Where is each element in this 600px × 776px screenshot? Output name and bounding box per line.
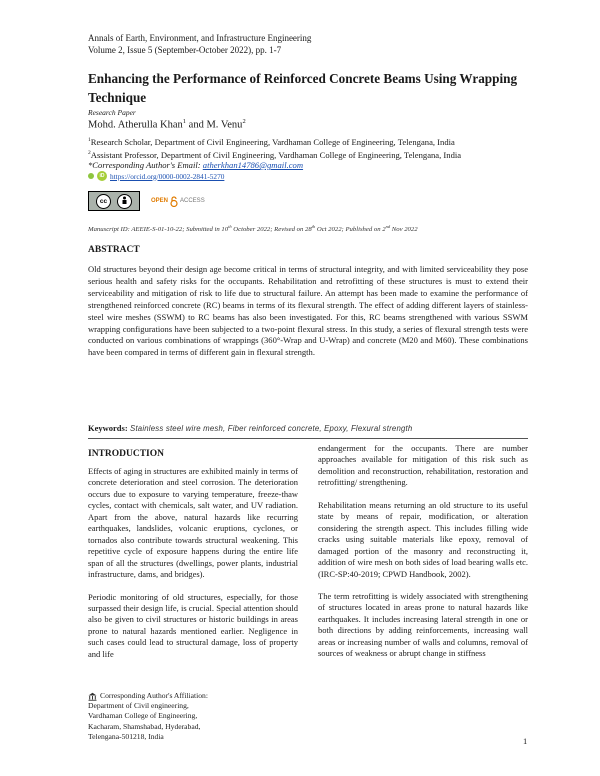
affiliation-footnote bbox=[88, 691, 208, 742]
open-access-badge bbox=[151, 196, 205, 207]
author-sup: 2 bbox=[242, 118, 246, 125]
corresponding-email-line bbox=[88, 160, 303, 170]
paper-title: Enhancing the Performance of Reinforced Concrete Beams Using Wrapping Technique bbox=[88, 71, 518, 105]
affiliation-text: Assistant Professor, Department of Civil Engineering, Vardhaman College of Engineering, Telengana, India bbox=[90, 149, 462, 160]
paper-type: Research Paper bbox=[88, 108, 136, 117]
access-text: ACCESS bbox=[180, 198, 205, 204]
paragraph: Effects of aging in structures are exhibited mainly in terms of concrete deterioration and steel corrosion. The deterioration occurs due to exposure to varying temperature, freeze-thaw cycles, contact with chemicals, salt water, and UV radiation. Apart from the above, natural hazards like recurring earthquakes, landslides, volcanic eruptions, cyclones, or tornados also contribute towards structural weakening. This repetitive cycle of exposure happens during the entire life span of all the structures (dwellings, power plants, industrial infrastructure, dams, and bridges). bbox=[88, 466, 298, 580]
affiliation-1 bbox=[88, 135, 455, 148]
journal-header bbox=[88, 33, 311, 56]
affiliation-sup: 2 bbox=[88, 150, 91, 156]
bullet-icon bbox=[88, 173, 94, 179]
open-lock-icon bbox=[170, 196, 178, 207]
footnote-heading-text: Corresponding Author's Affiliation: bbox=[100, 691, 208, 700]
footnote-line: Vardhaman College of Engineering, bbox=[88, 711, 198, 721]
manuscript-sup: th bbox=[228, 224, 232, 229]
abstract-heading: ABSTRACT bbox=[88, 245, 140, 255]
page-number: 1 bbox=[523, 736, 528, 746]
keywords-label: Keywords: bbox=[88, 423, 128, 433]
manuscript-text: Manuscript ID: AEEIE-S-01-10-22; Submitted in 10 bbox=[88, 226, 229, 234]
license-badges bbox=[88, 191, 205, 211]
journal-volume: Volume 2, Issue 5 (September-October 2022), pp. 1-7 bbox=[88, 44, 282, 55]
left-column bbox=[88, 466, 298, 671]
footnote-line: Department of Civil engineering, bbox=[88, 701, 189, 711]
keywords-text: Stainless steel wire mesh, Fiber reinforced concrete, Epoxy, Flexural strength bbox=[127, 424, 413, 433]
footnote-line: Kacharam, Shamshabad, Hyderabad, bbox=[88, 721, 201, 731]
paragraph: The term retrofitting is widely associated with strengthening of structures located in areas prone to natural hazards like earthquakes. It includes increasing lateral strength in one or both directions by adding reinforcements, increasing wall areas or increasing number of walls and columns, removal of sources of weakness or abrupt change in stiffness bbox=[318, 590, 528, 659]
introduction-heading: INTRODUCTION bbox=[88, 449, 165, 459]
author-list bbox=[88, 118, 246, 131]
manuscript-sup: th bbox=[311, 224, 316, 229]
cc-icon: cc bbox=[96, 194, 111, 209]
author-name: M. Venu bbox=[206, 119, 243, 131]
affiliation-sup: 1 bbox=[88, 137, 91, 143]
manuscript-info bbox=[88, 224, 418, 233]
orcid-line bbox=[88, 171, 224, 181]
author-sup: 1 bbox=[182, 118, 187, 125]
manuscript-sup: nd bbox=[385, 224, 391, 229]
attribution-person-icon bbox=[117, 194, 132, 209]
affiliation-text: Research Scholar, Department of Civil Engineering, Vardhaman College of Engineering, Telengana, India bbox=[90, 136, 455, 147]
affiliation-2 bbox=[88, 148, 461, 161]
footnote-line: Telengana-501218, India bbox=[88, 731, 164, 741]
paragraph: Rehabilitation means returning an old structure to its useful state by means of repair, modification, or alteration considering the strength aspect. This includes filling wide cracks using suitable materials like epoxy, removal of damaged portion of the masonry and reconstructing it, addition of wire mesh on both sides of load bearing walls etc. (IRC-SP:40-2019; CPWD Handbook, 2002). bbox=[318, 499, 528, 579]
manuscript-text: Nov 2022 bbox=[390, 226, 418, 234]
footnote-heading bbox=[88, 691, 208, 701]
corresponding-email-link[interactable]: atherkhan14786@gmail.com bbox=[202, 160, 304, 170]
section-divider bbox=[88, 438, 528, 439]
author-connector: and bbox=[186, 119, 207, 131]
building-icon bbox=[88, 692, 97, 701]
paragraph: Periodic monitoring of old structures, especially, for those surpassed their design life, is crucial. Special attention should also be given to civil structures or historic buildings in areas prone to natural hazards mentioned earlier. Negligence in such cases could lead to structural damage, loss of property and life bbox=[88, 591, 298, 659]
keywords bbox=[88, 423, 412, 433]
manuscript-text: October 2022; Revised on 28 bbox=[231, 226, 312, 234]
journal-name: Annals of Earth, Environment, and Infrastructure Engineering bbox=[88, 33, 312, 43]
right-column bbox=[318, 443, 528, 671]
abstract-text: Old structures beyond their design age become critical in terms of structural integrity, and with limited serviceability they pose serious health and safety risks for the occupants. Rehabilitation and retrofitting of these structures is must to extend their serviceability and mitigation of risk to life due to structural failure. An attempt has been made to examine the performance of strengthened reinforced concrete (RC) beams in terms of its flexural strength. The effect of adding different layers of stainless-steel wire meshes (SSWM) to RC beams has also been investigated. For this, RC beams strengthened with various SSWM wrapping configurations have been subjected to a two-point flexural stress. In this study, a series of flexural strength tests were conducted on various combinations of wrappings (360°-Wrap and U-Wrap) and concrete (M20 and M60). These combinations have been compared in terms of different gain in flexural strength. bbox=[88, 264, 528, 358]
manuscript-text: Oct 2022; Published on 2 bbox=[315, 226, 386, 234]
orcid-link[interactable]: https://orcid.org/0000-0002-2841-5270 bbox=[110, 171, 225, 181]
author-name: Mohd. Atherulla Khan bbox=[88, 119, 183, 131]
paragraph: endangerment for the occupants. There are number approaches available for mitigation of this risk such as demolition and reconstruction, rehabilitation, restoration and retrofitting/ strengthening. bbox=[318, 443, 528, 488]
orcid-icon: iD bbox=[97, 171, 107, 181]
corresponding-label: *Corresponding Author's Email: bbox=[88, 160, 203, 170]
open-access-text: OPEN bbox=[151, 198, 169, 204]
cc-license-badge[interactable] bbox=[88, 191, 140, 211]
